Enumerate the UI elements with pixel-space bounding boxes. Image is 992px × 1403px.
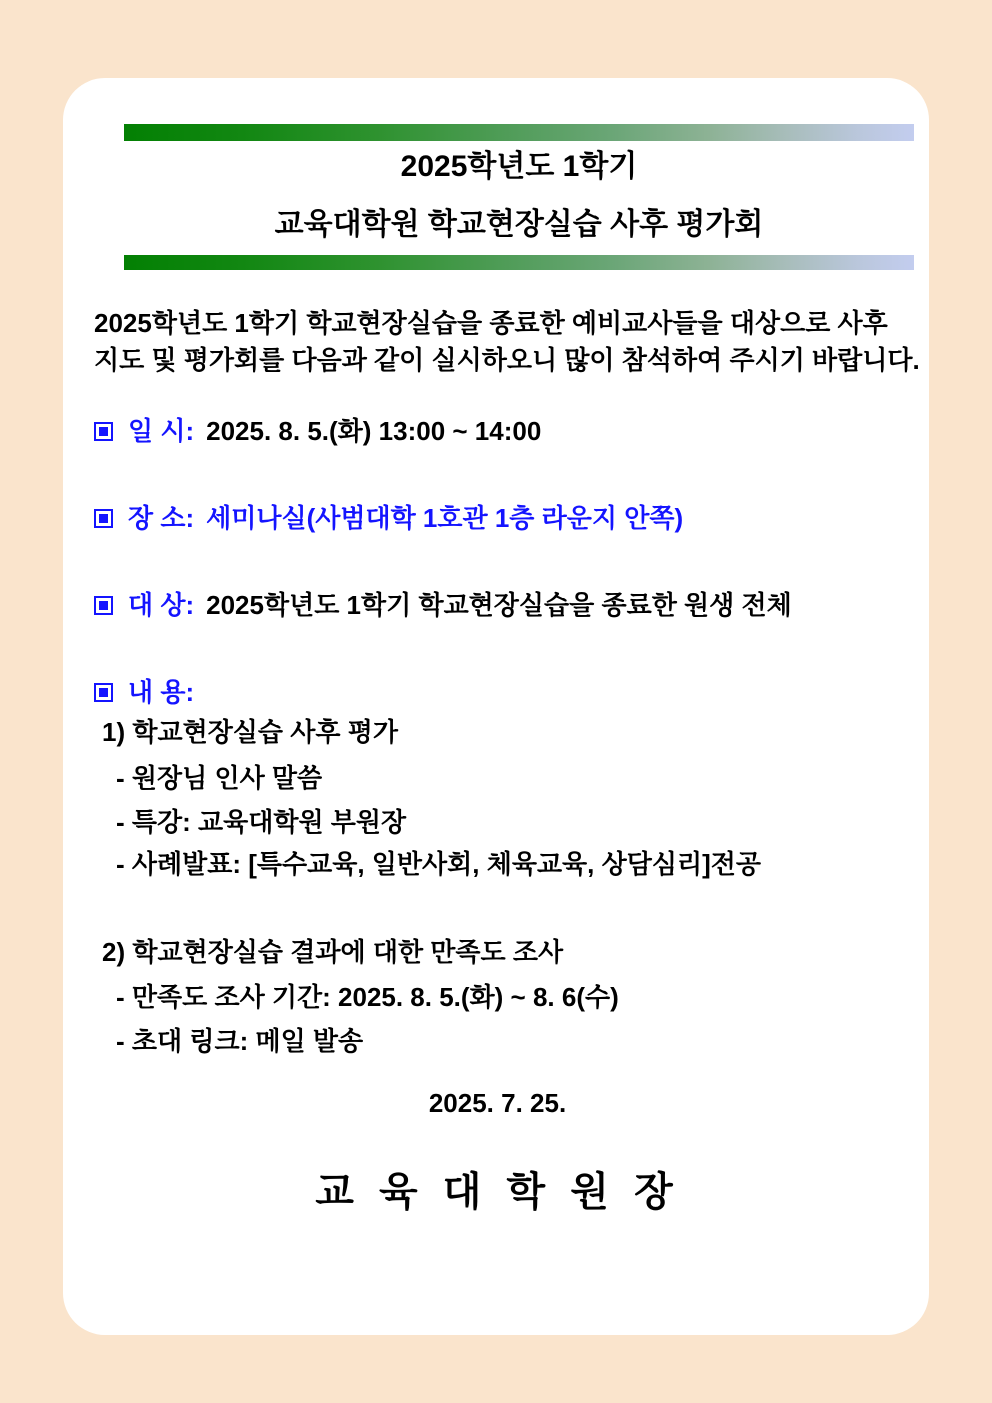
content-group1-heading: 1) 학교현장실습 사후 평가 — [102, 717, 398, 747]
title-banner — [124, 124, 914, 270]
notice-title — [124, 151, 914, 241]
gradient-bar-top — [124, 124, 914, 141]
gradient-bar-bottom — [124, 255, 914, 270]
info-value-location: 세미나실(사범대학 1호관 1층 라운지 안쪽) — [206, 503, 684, 533]
intro-line-1: 2025학년도 1학기 학교현장실습을 종료한 예비교사들을 대상으로 사후 — [94, 308, 888, 338]
info-label-contents: 내 용: — [128, 677, 195, 707]
title-line-2: 교육대학원 학교현장실습 사후 평가회 — [274, 208, 764, 241]
notice-card — [63, 78, 929, 1335]
info-value-target: 2025학년도 1학기 학교현장실습을 종료한 원생 전체 — [206, 590, 792, 620]
content-group2-item: - 만족도 조사 기간: 2025. 8. 5.(화) ~ 8. 6(수) — [116, 982, 619, 1012]
info-label-datetime: 일 시: — [128, 416, 195, 446]
document-date: 2025. 7. 25. — [428, 1088, 567, 1118]
content-group2-heading: 2) 학교현장실습 결과에 대한 만족도 조사 — [102, 937, 564, 967]
square-bullet-icon — [94, 509, 113, 528]
info-label-target: 대 상: — [128, 590, 195, 620]
intro-paragraph — [94, 305, 920, 379]
intro-line-2: 지도 및 평가회를 다음과 같이 실시하오니 많이 참석하여 주시기 바랍니다. — [94, 345, 920, 375]
notice-body — [63, 305, 929, 1214]
title-line-1: 2025학년도 1학기 — [400, 150, 638, 183]
square-bullet-icon — [94, 596, 113, 615]
content-group2-item: - 초대 링크: 메일 발송 — [116, 1026, 364, 1056]
info-row-target — [94, 587, 901, 624]
content-group1-item: - 원장님 인사 말씀 — [116, 763, 323, 793]
content-group1-item: - 특강: 교육대학원 부원장 — [116, 807, 407, 837]
square-bullet-icon — [94, 683, 113, 702]
info-row-contents — [94, 674, 901, 711]
square-bullet-icon — [94, 422, 113, 441]
signature-title: 교 육 대 학 원 장 — [315, 1170, 680, 1214]
info-value-datetime: 2025. 8. 5.(화) 13:00 ~ 14:00 — [206, 416, 542, 446]
info-row-location — [94, 500, 901, 537]
info-label-location: 장 소: — [128, 503, 195, 533]
content-group1-item: - 사례발표: [특수교육, 일반사회, 체육교육, 상담심리]전공 — [116, 849, 761, 879]
info-row-datetime — [94, 413, 901, 450]
